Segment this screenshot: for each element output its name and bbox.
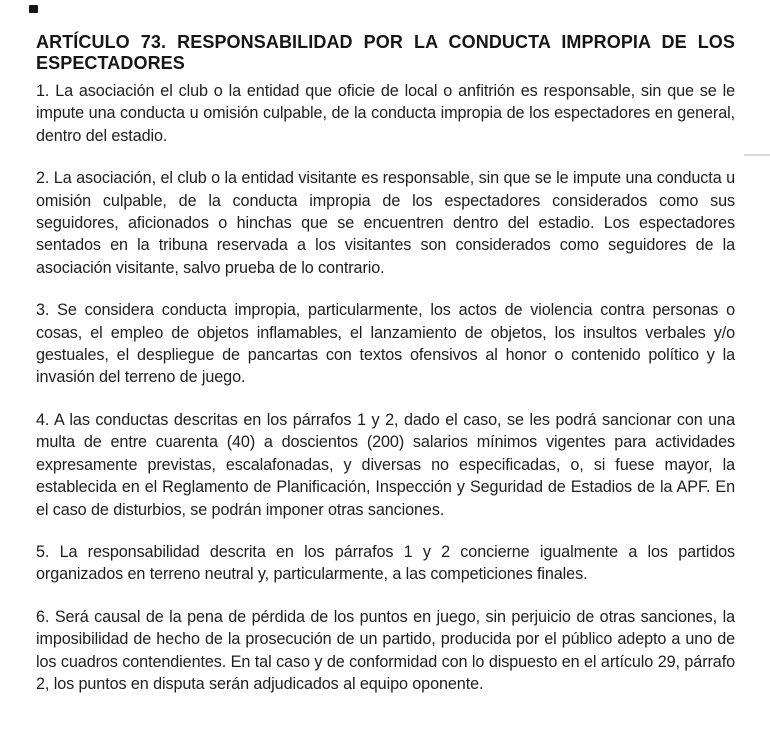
article-paragraph-5: 5. La responsabilidad descrita en los párrafos 1 y 2 concierne igualmente a los partidos organizados en terreno neutral y, particularmente, a las competiciones finales. — [36, 542, 735, 584]
article-heading: ARTÍCULO 73. RESPONSABILIDAD POR LA CONDUCTA IMPROPIA DE LOS ESPECTADORES — [36, 32, 735, 73]
article-paragraph-6: 6. Será causal de la pena de pérdida de los puntos en juego, sin perjuicio de otras sanciones, la imposibilidad de hecho de la prosecución de un partido, producida por el público adepto a uno de los cuadros contendientes. En tal caso y de conformidad con lo dispuesto en el artículo 29, párrafo 2, los puntos en disputa serán adjudicados al equipo oponente. — [36, 607, 735, 693]
article-paragraph-4: 4. A las conductas descritas en los párrafos 1 y 2, dado el caso, se les podrá sancionar con una multa de entre cuarenta (40) a doscientos (200) salarios mínimos vigentes para actividades expresamente previstas, escalafonadas, y diversas no especificadas, o, si fuese mayor, la establecida en el Reglamento de Planificación, Inspección y Seguridad de Estadios de la APF. En el caso de disturbios, se podrán imponer otras sanciones. — [36, 410, 735, 519]
article-paragraph-3: 3. Se considera conducta impropia, particularmente, los actos de violencia contra personas o cosas, el empleo de objetos inflamables, el lanzamiento de objetos, los insultos verbales y/o gestuales, el despliegue de pancartas con textos ofensivos al honor o contenido político y la invasión del terreno de juego. — [36, 301, 735, 387]
article-paragraph-1: 1. La asociación el club o la entidad que oficie de local o anfitrión es responsable, sin que se le impute una conducta u omisión culpable, de la conducta impropia de los espectadores en general, dentro del estadio. — [36, 82, 735, 145]
right-edge-scan-line — [744, 154, 770, 156]
corner-mark — [29, 5, 38, 13]
article-content — [36, 32, 735, 695]
article-paragraph-2: 2. La asociación, el club o la entidad visitante es responsable, sin que se le impute una conducta u omisión culpable, de la conducta impropia de los espectadores considerados como sus seguidores, aficionados o hinchas que se encuentren dentro del estadio. Los espectadores sentados en la tribuna reservada a los visitantes son considerados como seguidores de la asociación visitante, salvo prueba de lo contrario. — [36, 169, 735, 277]
